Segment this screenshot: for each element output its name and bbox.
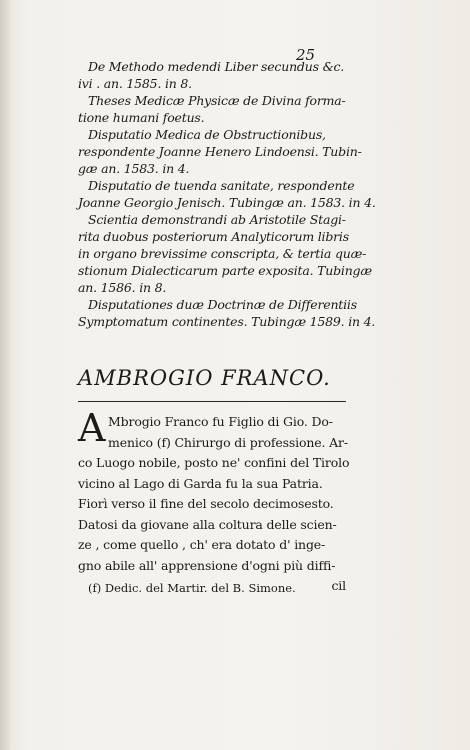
entry-line: Symptomatum continentes. Tubingæ 1589. in 4.: [78, 314, 376, 329]
bibliography-list: [78, 58, 376, 330]
entry-line: Disputatio Medica de Obstructionibus,: [88, 127, 326, 142]
body-line: cil: [331, 578, 346, 593]
bibliography-entry: [78, 296, 376, 330]
entry-line: Scientia demonstrandi ab Aristotile Stagi-: [88, 212, 346, 227]
entry-line: an. 1586. in 8.: [78, 280, 167, 295]
body-line: Datosi da giovane alla coltura delle scien-: [78, 516, 337, 532]
entry-line: De Methodo medendi Liber secundus &c.: [88, 59, 345, 74]
entry-line: tione humani foetus.: [78, 110, 205, 125]
bibliography-entry: [78, 92, 348, 126]
entry-line: Disputationes duæ Doctrinæ de Differentiis: [88, 297, 357, 312]
entry-line: Joanne Georgio Jenisch. Tubingæ an. 1583. in 4.: [78, 195, 376, 210]
entry-line: in organo brevissime conscripta, & tertia quæ-: [78, 246, 367, 261]
drop-cap: A: [78, 406, 106, 450]
entry-line: Theses Medicæ Physicæ de Divina forma-: [88, 93, 346, 108]
bibliography-entry: [78, 126, 362, 177]
bibliography-entry: [78, 177, 376, 211]
footnote: (f) Dedic. del Martir. del B. Simone.: [88, 581, 296, 595]
page-number: 25: [296, 46, 316, 64]
entry-line: respondente Joanne Henero Lindoensi. Tubin-: [78, 144, 362, 159]
body-line: menico (f) Chirurgo di professione. Ar-: [108, 434, 348, 450]
page-spine-shadow: [0, 0, 10, 750]
body-line: Mbrogio Franco fu Figlio di Gio. Do-: [108, 414, 333, 429]
body-line: Fiorì verso il fine del secolo decimosesto.: [78, 496, 334, 511]
section-heading: AMBROGIO FRANCO.: [78, 366, 331, 390]
bibliography-entry: [78, 211, 372, 296]
entry-line: ivi . an. 1585. in 8.: [78, 76, 192, 91]
entry-line: gæ an. 1583. in 4.: [78, 161, 190, 176]
body-line: gno abile all' apprensione d'ogni più diffi-: [78, 557, 336, 573]
body-line: co Luogo nobile, posto ne' confini del Tirolo: [78, 455, 350, 470]
bibliography-entry: [78, 58, 348, 92]
heading-rule: [78, 401, 346, 402]
entry-line: stionum Dialecticarum parte exposita. Tubingæ: [78, 263, 372, 278]
body-line: vicino al Lago di Garda fu la sua Patria.: [78, 475, 323, 491]
entry-line: Disputatio de tuenda sanitate, respondente: [88, 178, 355, 193]
entry-line: rita duobus posteriorum Analyticorum libris: [78, 229, 349, 244]
body-text: [78, 412, 348, 597]
body-line: ze , come quello , ch' era dotato d' inge-: [78, 537, 326, 552]
